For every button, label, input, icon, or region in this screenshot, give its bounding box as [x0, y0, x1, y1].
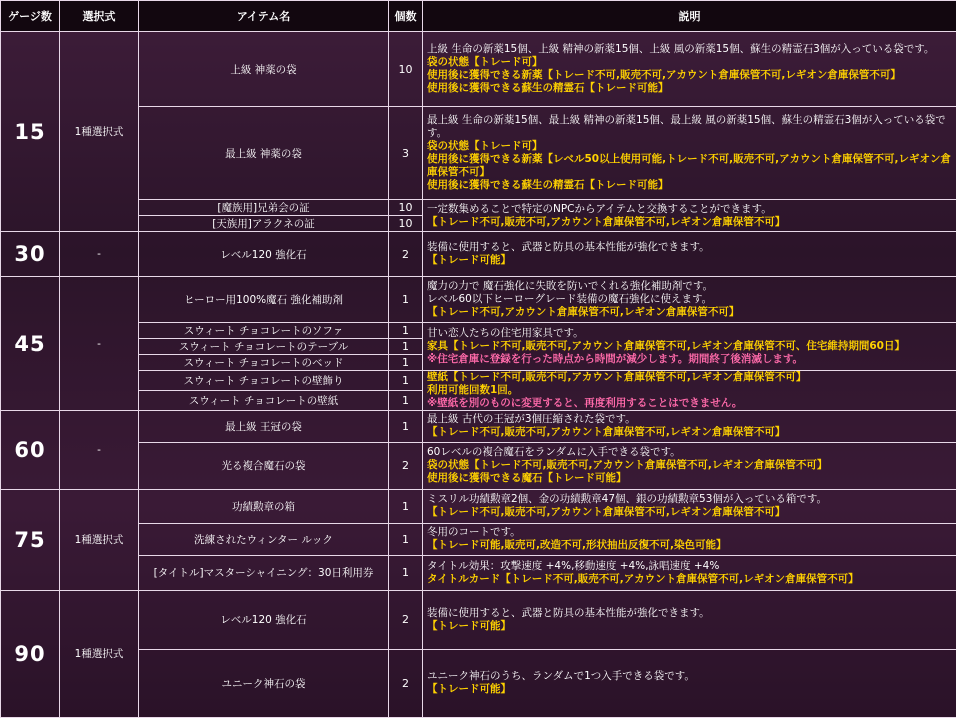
item-qty: 3	[389, 107, 423, 200]
desc-line: 袋の状態【トレード可】	[427, 140, 543, 153]
select-cell: -	[60, 411, 139, 489]
desc-line: ※住宅倉庫に登録を行った時点から時間が減少します。期間終了後消滅します。	[427, 353, 804, 366]
item-desc	[423, 411, 956, 442]
desc-line: 【トレード可能】	[427, 683, 511, 696]
table-row	[1, 442, 956, 489]
item-qty: 1	[389, 323, 423, 339]
item-name: ヒーロー用100%魔石 強化補助剤	[139, 277, 389, 323]
header-gauge: ゲージ数	[1, 1, 60, 32]
item-qty: 10	[389, 200, 423, 216]
desc-line: 壁紙【トレード不可,販売不可,アカウント倉庫保管不可,レギオン倉庫保管不可】	[427, 371, 807, 384]
desc-line: 60レベルの複合魔石をランダムに入手できる袋です。	[427, 446, 681, 459]
header-desc: 説明	[423, 1, 956, 32]
desc-line: 魔力の力で 魔石強化に失敗を防いでくれる強化補助剤です。	[427, 280, 713, 293]
item-name: [魔族用]兄弟会の証	[139, 200, 389, 216]
desc-line: 使用後に獲得できる蘇生の精霊石【トレード可能】	[427, 82, 669, 95]
gauge-cell: 15	[1, 32, 60, 232]
desc-line: 使用後に獲得できる魔石【トレード可能】	[427, 472, 627, 485]
item-qty: 2	[389, 442, 423, 489]
item-name: 最上級 神薬の袋	[139, 107, 389, 200]
gauge-cell: 45	[1, 277, 60, 411]
item-qty: 1	[389, 277, 423, 323]
table-row	[1, 323, 956, 339]
item-desc	[423, 442, 956, 489]
desc-line: 装備に使用すると、武器と防具の基本性能が強化できます。	[427, 241, 710, 254]
item-qty: 1	[389, 411, 423, 442]
item-name: [天族用]アラクネの証	[139, 216, 389, 232]
table-row	[1, 277, 956, 323]
item-qty: 10	[389, 32, 423, 107]
desc-line: 【トレード不可,販売不可,アカウント倉庫保管不可,レギオン倉庫保管不可】	[427, 506, 786, 519]
item-qty: 2	[389, 590, 423, 649]
desc-line: 使用後に獲得できる蘇生の精霊石【トレード可能】	[427, 179, 669, 192]
item-qty: 1	[389, 523, 423, 555]
item-name: スウィート チョコレートのソファ	[139, 323, 389, 339]
item-qty: 1	[389, 555, 423, 590]
desc-line: 使用後に獲得できる新薬【トレード不可,販売不可,アカウント倉庫保管不可,レギオン倉庫保管不可】	[427, 69, 901, 82]
header-select: 選択式	[60, 1, 139, 32]
item-name: 最上級 王冠の袋	[139, 411, 389, 442]
item-name: スウィート チョコレートの壁飾り	[139, 371, 389, 391]
gauge-cell: 75	[1, 489, 60, 590]
desc-line: 袋の状態【トレード可】	[427, 56, 543, 69]
item-name: レベル120 強化石	[139, 590, 389, 649]
desc-line: タイトルカード【トレード不可,販売不可,アカウント倉庫保管不可,レギオン倉庫保管不可】	[427, 572, 859, 585]
item-desc	[423, 523, 956, 555]
desc-line: 【トレード可能】	[427, 254, 511, 267]
item-name: スウィート チョコレートのテーブル	[139, 339, 389, 355]
header-item: アイテム名	[139, 1, 389, 32]
desc-line: 【トレード不可,アカウント倉庫保管不可,レギオン倉庫保管不可】	[427, 306, 740, 319]
select-cell: 1種選択式	[60, 489, 139, 590]
item-desc	[423, 232, 956, 277]
desc-line: 【トレード可能】	[427, 619, 511, 632]
item-name: レベル120 強化石	[139, 232, 389, 277]
desc-line: 甘い恋人たちの住宅用家具です。	[427, 327, 584, 340]
item-qty: 2	[389, 649, 423, 717]
desc-line: ※壁紙を別のものに変更すると、再度利用することはできません。	[427, 397, 743, 410]
item-name: スウィート チョコレートの壁紙	[139, 391, 389, 411]
gauge-cell: 90	[1, 590, 60, 717]
item-qty: 1	[389, 339, 423, 355]
item-name: 上級 神薬の袋	[139, 32, 389, 107]
desc-line: タイトル効果：攻撃速度 +4%,移動速度 +4%,詠唱速度 +4%	[427, 559, 720, 572]
item-name: 光る複合魔石の袋	[139, 442, 389, 489]
item-desc	[423, 107, 956, 200]
desc-line: 最上級 生命の新薬15個、最上級 精神の新薬15個、最上級 風の新薬15個、蘇生の精霊石3個が入っている袋です。	[427, 114, 946, 140]
item-qty: 1	[389, 391, 423, 411]
gauge-cell: 60	[1, 411, 60, 489]
item-qty: 10	[389, 216, 423, 232]
item-qty: 1	[389, 489, 423, 523]
desc-line: 【トレード不可,販売不可,アカウント倉庫保管不可,レギオン倉庫保管不可】	[427, 426, 786, 439]
item-desc	[423, 277, 956, 323]
table-row	[1, 371, 956, 391]
item-desc	[423, 323, 956, 371]
table-row	[1, 523, 956, 555]
item-qty: 1	[389, 355, 423, 371]
table-row	[1, 232, 956, 277]
table-row	[1, 107, 956, 200]
table-row	[1, 590, 956, 649]
item-name: 洗練されたウィンター ルック	[139, 523, 389, 555]
item-qty: 2	[389, 232, 423, 277]
desc-line: 使用後に獲得できる新薬【レベル50以上使用可能,トレード不可,販売不可,アカウント倉庫保管不可,レギオン倉庫保管不可】	[427, 153, 951, 179]
desc-line: 最上級 古代の王冠が3個圧縮された袋です。	[427, 413, 636, 426]
item-name: 功績勲章の箱	[139, 489, 389, 523]
select-cell: 1種選択式	[60, 590, 139, 717]
select-cell: -	[60, 277, 139, 411]
desc-line: ミスリル功績勲章2個、金の功績勲章47個、銀の功績勲章53個が入っている箱です。	[427, 493, 828, 506]
desc-line: レベル60以下ヒーローグレード装備の魔石強化に使えます。	[427, 293, 713, 306]
table-row	[1, 200, 956, 216]
table-row	[1, 649, 956, 717]
item-desc	[423, 200, 956, 232]
select-cell: -	[60, 232, 139, 277]
item-name: [タイトル]マスターシャイニング：30日利用券	[139, 555, 389, 590]
item-desc	[423, 649, 956, 717]
table-row	[1, 489, 956, 523]
desc-line: 【トレード不可,販売不可,アカウント倉庫保管不可,レギオン倉庫保管不可】	[427, 215, 786, 228]
table-row	[1, 411, 956, 442]
item-qty: 1	[389, 371, 423, 391]
desc-line: 一定数集めることで特定のNPCからアイテムと交換することができます。	[427, 202, 772, 215]
header-qty: 個数	[389, 1, 423, 32]
desc-line: 装備に使用すると、武器と防具の基本性能が強化できます。	[427, 606, 710, 619]
desc-line: 利用可能回数1回。	[427, 384, 519, 397]
desc-line: 上級 生命の新薬15個、上級 精神の新薬15個、上級 風の新薬15個、蘇生の精霊石3個が入っている袋です。	[427, 43, 935, 56]
desc-line: 【トレード可能,販売可,改造不可,形状抽出反復不可,染色可能】	[427, 539, 727, 552]
desc-line: 冬用のコートです。	[427, 526, 521, 539]
item-name: スウィート チョコレートのベッド	[139, 355, 389, 371]
header-row	[1, 1, 956, 32]
select-cell: 1種選択式	[60, 32, 139, 232]
item-name: ユニーク神石の袋	[139, 649, 389, 717]
item-desc	[423, 555, 956, 590]
item-desc	[423, 489, 956, 523]
item-desc	[423, 590, 956, 649]
table-row	[1, 32, 956, 107]
item-desc	[423, 32, 956, 107]
desc-line: 家具【トレード不可,販売不可,アカウント倉庫保管不可,レギオン倉庫保管不可、住宅維持期間60日】	[427, 340, 905, 353]
gauge-cell: 30	[1, 232, 60, 277]
table-row	[1, 555, 956, 590]
item-desc	[423, 371, 956, 411]
desc-line: ユニーク神石のうち、ランダムで1つ入手できる袋です。	[427, 670, 695, 683]
desc-line: 袋の状態【トレード不可,販売不可,アカウント倉庫保管不可,レギオン倉庫保管不可】	[427, 459, 828, 472]
